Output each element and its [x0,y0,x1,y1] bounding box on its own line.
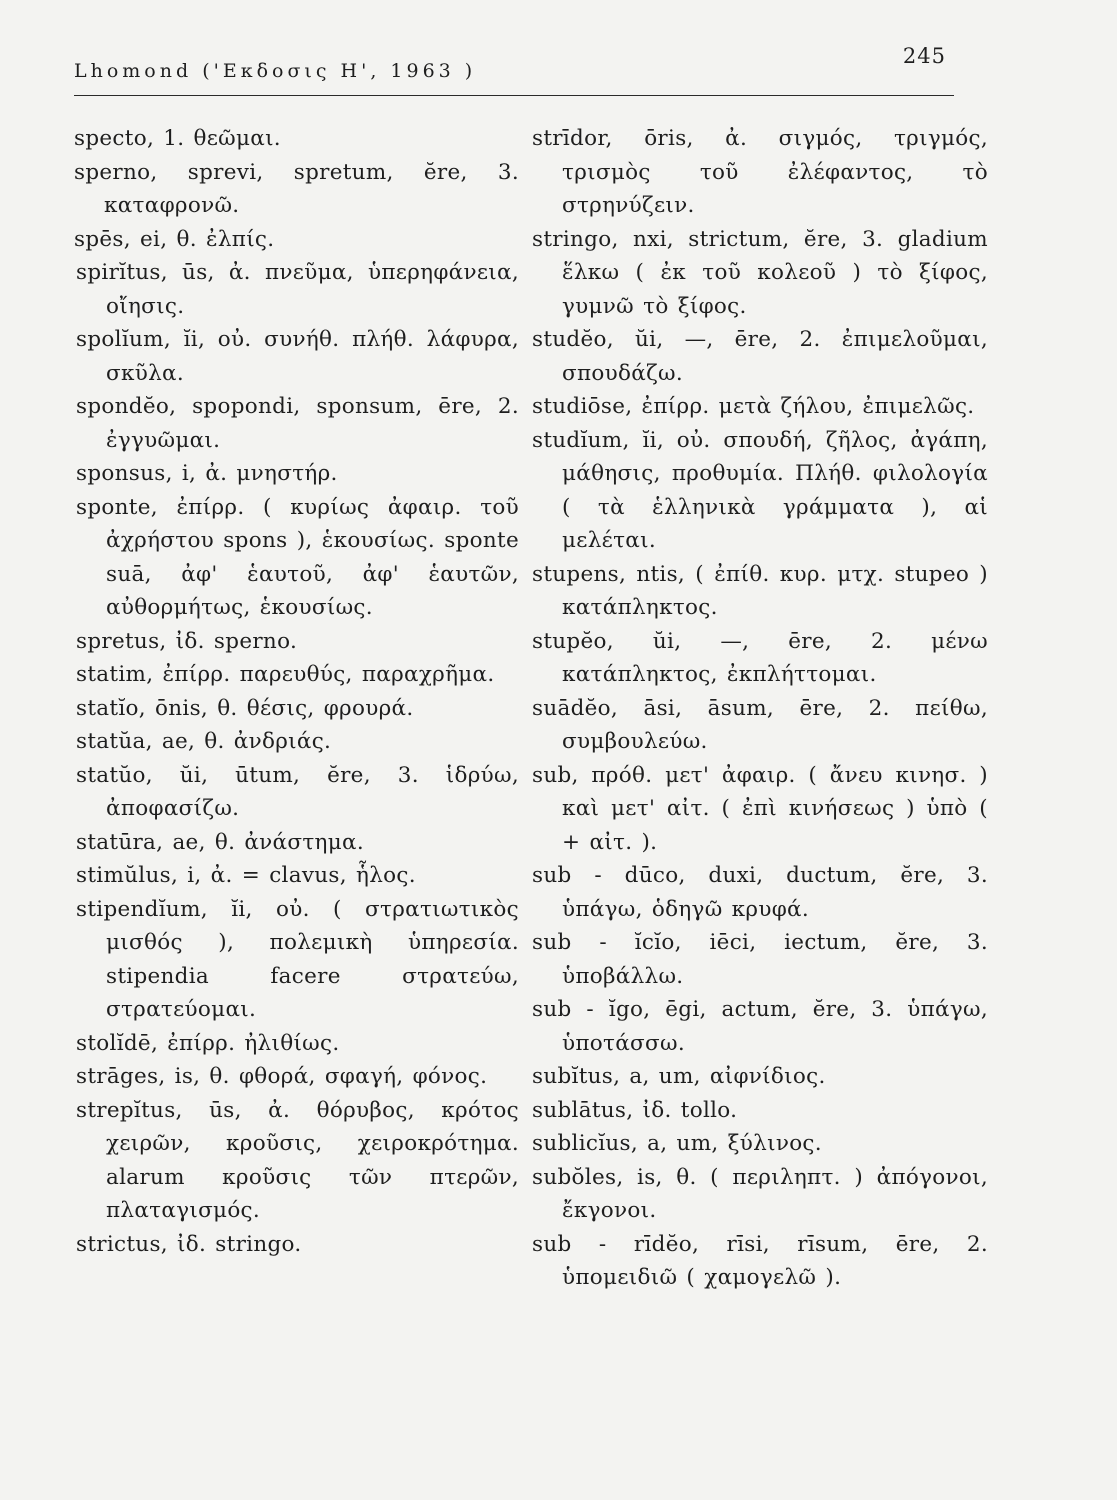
dictionary-entry: stimŭlus, i, ἀ. = clavus, ἧλος. [76,863,416,888]
dictionary-entry: specto, 1. θεῶμαι. [74,126,281,151]
page-header [74,44,954,98]
page-number: 245 [902,44,946,68]
dictionary-entry: sublātus, ἰδ. tollo. [532,1097,738,1123]
dictionary-entry: spretus, ἰδ. sperno. [76,628,298,654]
left-column [74,122,519,1261]
dictionary-entry: subŏles, is, θ. ( περιληπτ. ) ἀπόγονοι, ἔκγονοι. [532,1164,988,1223]
dictionary-entry: statŭo, ŭi, ūtum, ĕre, 3. ἱδρύω, ἀποφασίζω. [76,762,519,821]
dictionary-entry: studiōse, ἐπίρρ. μετὰ ζήλου, ἐπιμελῶς. [532,394,975,419]
dictionary-entry: stringo, nxi, strictum, ĕre, 3. gladium ἕλκω ( ἐκ τοῦ κολεοῦ ) τὸ ξίφος, γυμνῶ τὸ ξίφος. [532,226,988,319]
right-column [532,122,988,1295]
dictionary-entry: strepĭtus, ūs, ἀ. θόρυβος, κρότος χειρῶν, κροῦσις, χειροκρότημα. alarum κροῦσις τῶν πτερῶν, πλαταγισμός. [76,1097,519,1223]
running-head: Lhomond ('Εκδοσις Η', 1963 ) [74,60,477,82]
dictionary-entry: sublicĭus, a, um, ξύλινος. [532,1131,822,1156]
dictionary-entry: sub - dūco, duxi, ductum, ĕre, 3. ὑπάγω, ὁδηγῶ κρυφά. [532,863,988,922]
dictionary-entry: spondĕo, spopondi, sponsum, ēre, 2. ἐγγυῶμαι. [76,394,519,453]
dictionary-entry: stipendĭum, ĭi, οὐ. ( στρατιωτικὸς μισθός ), πολεμικὴ ὑπηρεσία. stipendia facere στρατεύω, στρατεύομαι. [76,896,519,1022]
dictionary-entry: studĭum, ĭi, οὐ. σπουδή, ζῆλος, ἀγάπη, μάθησις, προθυμία. Πλήθ. φιλολογία ( τὰ ἑλληνικὰ γράμματα ), αἱ μελέται. [532,427,988,553]
dictionary-entry: spirĭtus, ūs, ἀ. πνεῦμα, ὑπερηφάνεια, οἴησις. [76,260,519,319]
dictionary-entry: sub, πρόθ. μετ' ἀφαιρ. ( ἄνευ κινησ. ) καὶ μετ' αἰτ. ( ἐπὶ κινήσεως ) ὑπὸ ( + αἰτ. ). [532,762,988,855]
dictionary-entry: sub - ĭcĭo, iēci, iectum, ĕre, 3. ὑποβάλλω. [532,930,988,989]
dictionary-entry: sub - ĭgo, ēgi, actum, ĕre, 3. ὑπάγω, ὑποτάσσω. [532,997,988,1056]
dictionary-entry: stupens, ntis, ( ἐπίθ. κυρ. μτχ. stupeo ) κατάπληκτος. [532,561,988,620]
dictionary-entry: strīdor, ōris, ἀ. σιγμός, τριγμός, τρισμὸς τοῦ ἐλέφαντος, τὸ στρηνύζειν. [532,126,988,218]
dictionary-entry: strāges, is, θ. φθορά, σφαγή, φόνος. [76,1064,488,1089]
dictionary-entry: stolĭdē, ἐπίρρ. ἠλιθίως. [76,1030,340,1056]
dictionary-entry: sponsus, i, ἀ. μνηστήρ. [76,461,338,486]
dictionary-entry: sub - rīdĕo, rīsi, rīsum, ēre, 2. ὑπομειδιῶ ( χαμογελῶ ). [532,1231,988,1290]
dictionary-entry: spēs, ei, θ. ἐλπίς. [74,226,275,252]
dictionary-entry: stupĕo, ŭi, —, ēre, 2. μένω κατάπληκτος, ἐκπλήττομαι. [532,628,988,687]
dictionary-entry: statĭo, ōnis, θ. θέσις, φρουρά. [76,695,414,721]
dictionary-entry: studĕo, ŭi, —, ēre, 2. ἐπιμελοῦμαι, σπουδάζω. [532,327,988,386]
dictionary-entry: spolĭum, ĭi, οὐ. συνήθ. πλήθ. λάφυρα, σκῦλα. [76,327,519,386]
dictionary-entry: statŭa, ae, θ. ἀνδριάς. [76,729,332,754]
dictionary-entry: sponte, ἐπίρρ. ( κυρίως ἀφαιρ. τοῦ ἀχρήστου spons ), ἑκουσίως. sponte suā, ἀφ' ἑαυτοῦ, ἀφ' ἑαυτῶν, αὐθορμήτως, ἑκουσίως. [76,494,519,620]
dictionary-entry: statim, ἐπίρρ. παρευθύς, παραχρῆμα. [76,662,495,687]
dictionary-entry: suādĕo, āsi, āsum, ēre, 2. πείθω, συμβουλεύω. [532,695,988,754]
dictionary-entry: sperno, sprevi, spretum, ĕre, 3. καταφρονῶ. [74,159,519,218]
dictionary-entry: statūra, ae, θ. ἀνάστημα. [76,829,364,855]
dictionary-entry: strictus, ἰδ. stringo. [76,1231,302,1257]
dictionary-entry: subĭtus, a, um, αἰφνίδιος. [532,1064,826,1089]
header-rule [74,95,954,96]
